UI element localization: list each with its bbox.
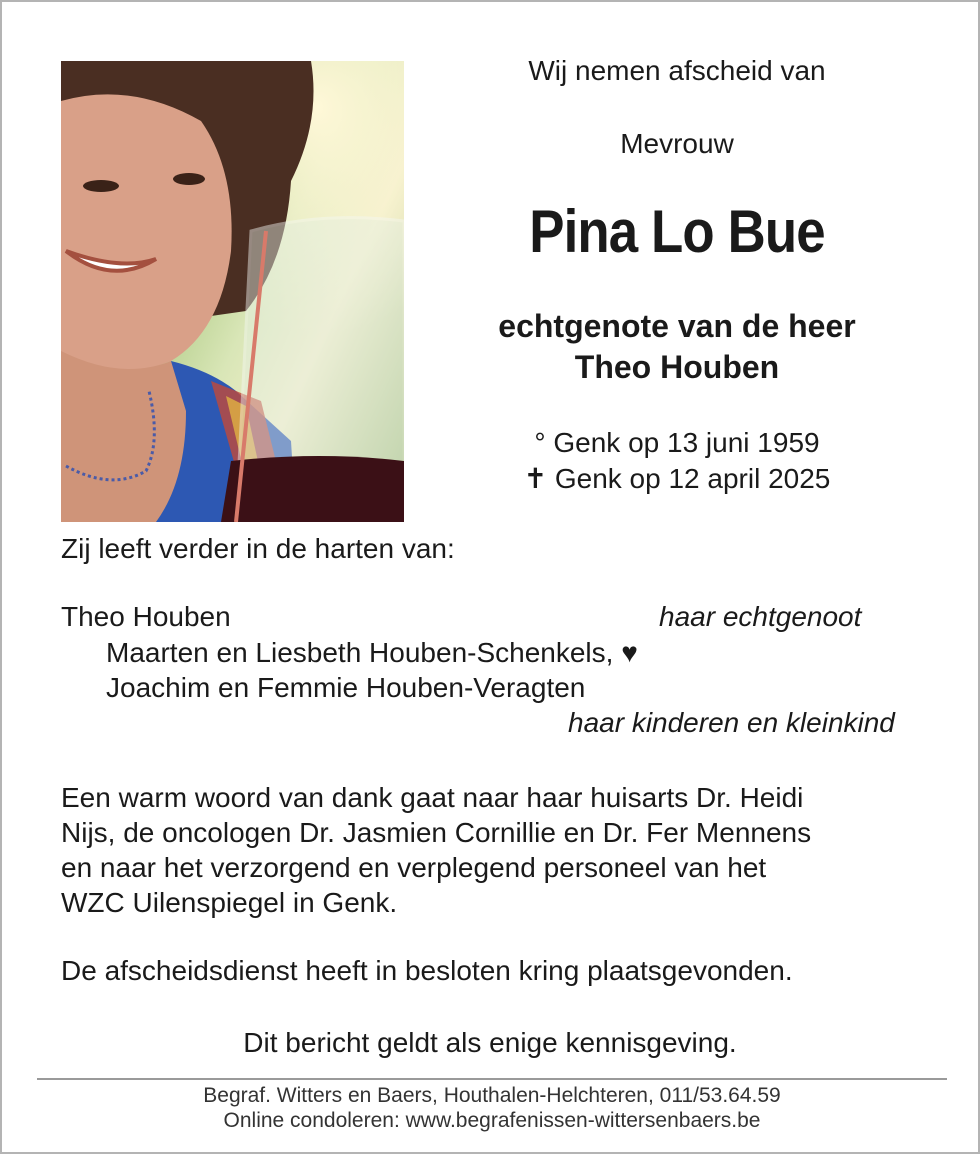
online-condolence-line: Online condoleren: www.begrafenissen-wittersenbaers.be <box>223 1109 761 1132</box>
survivor-children-role: haar kinderen en kleinkind <box>568 707 895 738</box>
funeral-home-line: Begraf. Witters en Baers, Houthalen-Helchteren, 011/53.64.59 <box>203 1084 781 1107</box>
deceased-name: Pina Lo Bue <box>529 198 825 265</box>
thanks-line-2: Nijs, de oncologen Dr. Jasmien Cornillie en Dr. Fer Mennens <box>61 817 812 848</box>
thanks-line-1: Een warm woord van dank gaat naar haar huisarts Dr. Heidi <box>61 782 804 813</box>
spouse-line-2: Theo Houben <box>574 349 780 385</box>
survivor-child-2: Joachim en Femmie Houben-Veragten <box>106 672 586 703</box>
thanks-paragraph <box>61 780 811 920</box>
footer-divider <box>37 1078 947 1080</box>
spouse-block <box>442 306 912 388</box>
survivors-intro: Zij leeft verder in de harten van: <box>61 533 455 564</box>
intro-line: Wij nemen afscheid van <box>528 55 826 86</box>
portrait-illustration <box>61 61 404 522</box>
birth-date: ° Genk op 13 juni 1959 <box>534 427 820 458</box>
thanks-line-3: en naar het verzorgend en verplegend personeel van het <box>61 852 767 883</box>
survivor-child-1: Maarten en Liesbeth Houben-Schenkels, ♥ <box>106 637 638 668</box>
dates-block <box>442 425 912 497</box>
portrait-photo <box>61 61 404 522</box>
survivor-spouse-role: haar echtgenoot <box>659 601 862 632</box>
death-date: ✝ Genk op 12 april 2025 <box>523 463 831 494</box>
honorific: Mevrouw <box>620 128 734 159</box>
survivor-spouse-name: Theo Houben <box>61 601 231 632</box>
service-note: De afscheidsdienst heeft in besloten kring plaatsgevonden. <box>61 955 793 986</box>
notice-line: Dit bericht geldt als enige kennisgeving. <box>243 1027 737 1058</box>
spouse-line-1: echtgenote van de heer <box>498 308 856 344</box>
thanks-line-4: WZC Uilenspiegel in Genk. <box>61 887 398 918</box>
